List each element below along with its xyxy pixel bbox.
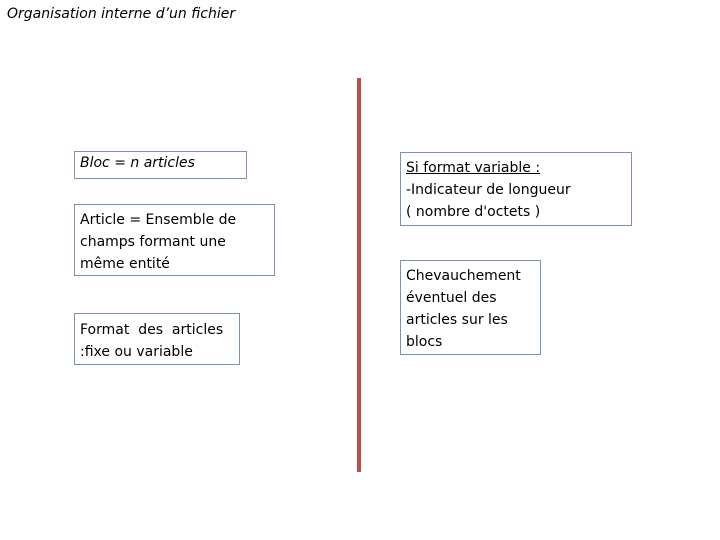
page-title: Organisation interne d’un fichier	[7, 6, 236, 22]
variable-format-box	[400, 152, 632, 226]
article-line-3: même entité	[80, 256, 170, 272]
format-box	[74, 313, 240, 365]
chevauchement-line-4: blocs	[406, 334, 443, 350]
chevauchement-line-2: éventuel des	[406, 290, 497, 306]
chevauchement-line-1: Chevauchement	[406, 268, 521, 284]
format-line-1: Format des articles	[80, 322, 224, 338]
vertical-divider	[357, 78, 361, 472]
bloc-box	[74, 151, 247, 179]
variable-line-2: -Indicateur de longueur	[406, 182, 571, 198]
variable-line-3: ( nombre d'octets )	[406, 204, 541, 220]
bloc-text: Bloc = n articles	[80, 155, 195, 171]
article-box	[74, 204, 275, 276]
article-line-2: champs formant une	[80, 234, 226, 250]
variable-line-1: Si format variable :	[406, 160, 541, 176]
chevauchement-box	[400, 260, 541, 355]
article-line-1: Article = Ensemble de	[80, 212, 237, 228]
chevauchement-line-3: articles sur les	[406, 312, 508, 328]
format-line-2: :fixe ou variable	[80, 344, 193, 360]
